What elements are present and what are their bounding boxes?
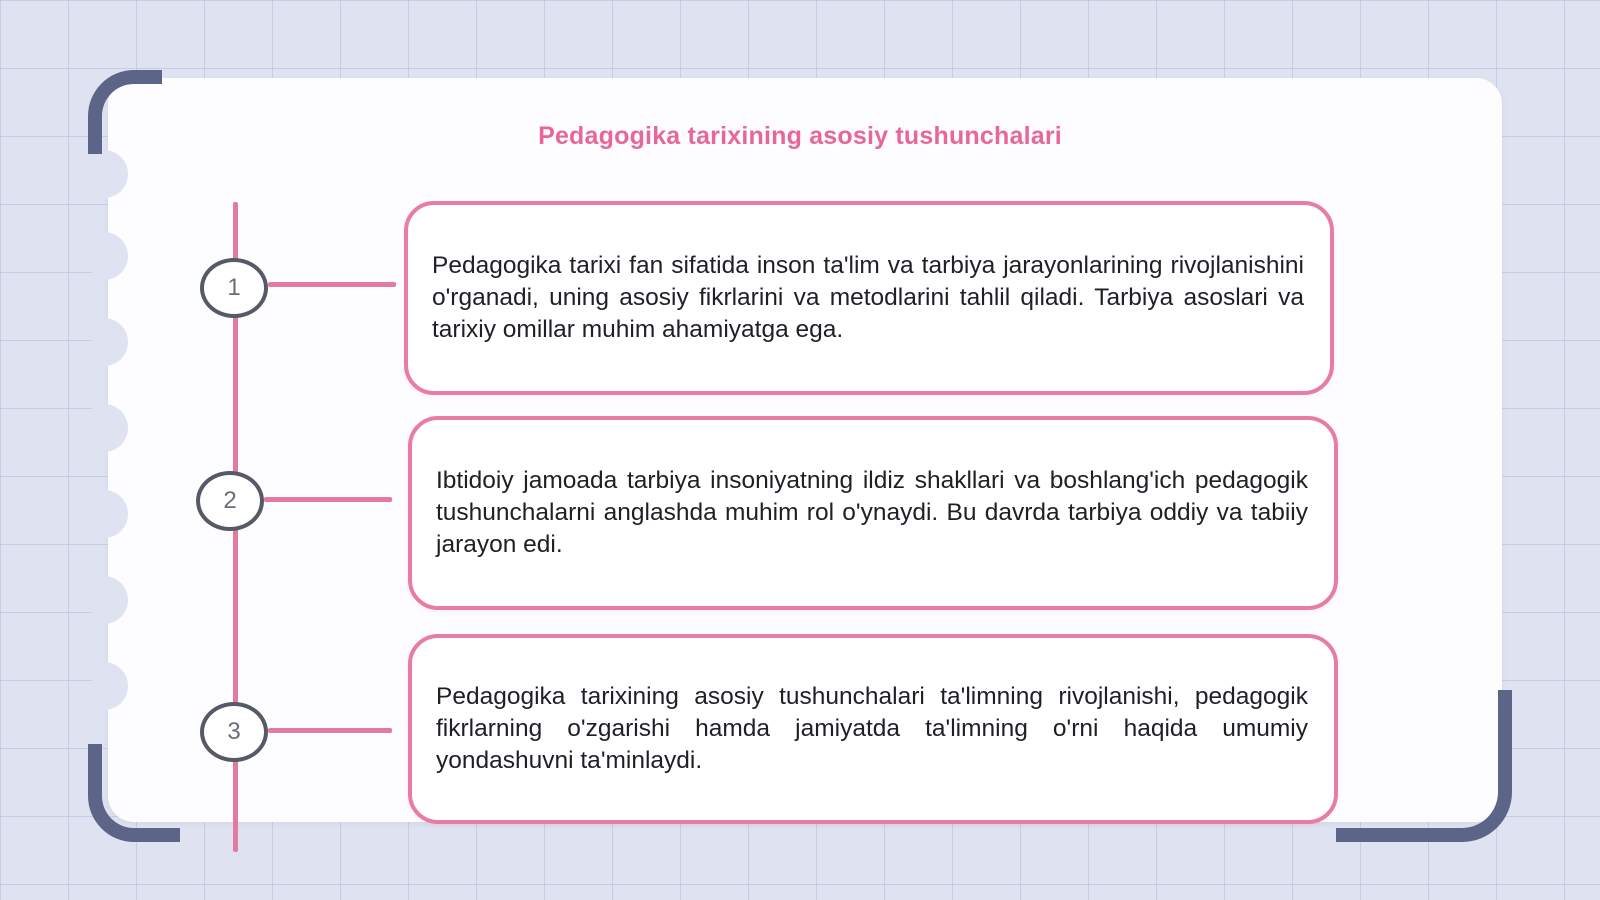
timeline-connector [268,282,396,287]
step-card-3 [408,634,1338,824]
step-number-circle-1: 1 [200,258,268,318]
timeline-connector [268,728,392,733]
slide-title: Pedagogika tarixining asosiy tushunchalari [538,122,1062,150]
corner-bracket-bottom-left [88,744,180,842]
timeline-connector [264,497,392,502]
step-card-text: Ibtidoiy jamoada tarbiya insoniyatning ildiz shakllari va boshlang'ich pedagogik tushunchalarni anglashda muhim rol o'ynaydi. Bu davrda tarbiya oddiy va tabiiy jarayon edi. [436,467,1308,558]
step-card-1 [404,201,1334,395]
step-card-2 [408,416,1338,610]
step-number-circle-3: 3 [200,702,268,762]
step-card-text: Pedagogika tarixi fan sifatida inson ta'lim va tarbiya jarayonlarining rivojlanishini o'rganadi, uning asosiy fikrlarini va metodlarini tahlil qiladi. Tarbiya asoslari va tarixiy omillar muhim ahamiyatga ega. [432,252,1304,343]
step-card-text: Pedagogika tarixining asosiy tushunchalari ta'limning rivojlanishi, pedagogik fikrlarning o'zgarishi hamda jamiyatda ta'limning o'rni haqida umumiy yondashuvni ta'minlaydi. [436,683,1308,774]
step-number-circle-2: 2 [196,471,264,531]
corner-bracket-bottom-right [1336,690,1512,842]
